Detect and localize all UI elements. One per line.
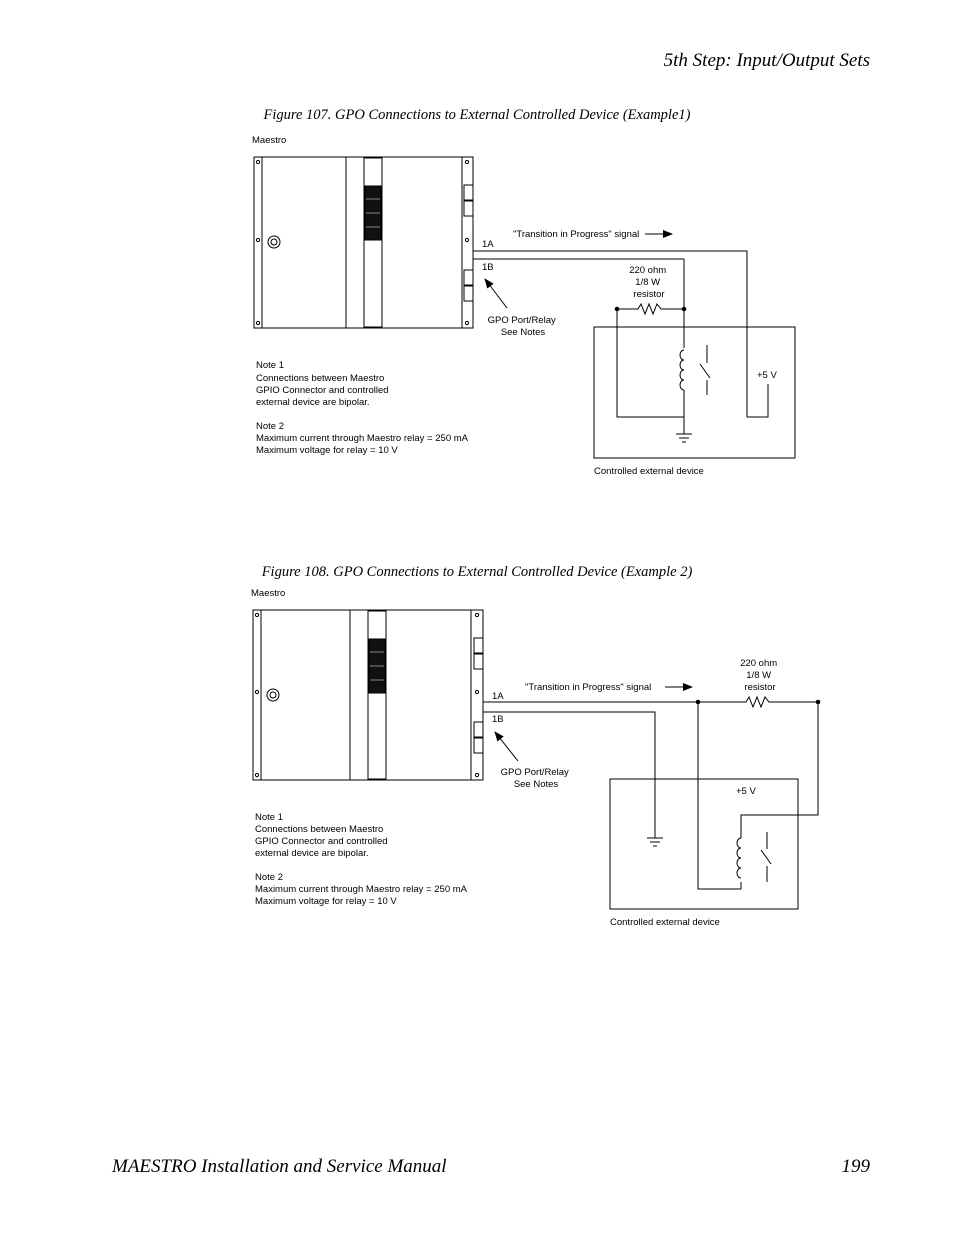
- external-device-label: Controlled external device: [594, 466, 704, 477]
- external-device-box: [594, 327, 795, 458]
- note-1: Note 1 Connections between Maestro GPIO Connector and controlled external device are bipolar.: [256, 360, 389, 408]
- figure-108-diagram: [251, 588, 820, 928]
- page-number: 199: [841, 1156, 870, 1177]
- manual-title: MAESTRO Installation and Service Manual: [112, 1156, 447, 1177]
- note-2: Note 2 Maximum current through Maestro relay = 250 mA Maximum voltage for relay = 10 V: [256, 421, 468, 456]
- supply-label: +5 V: [736, 786, 756, 797]
- note-2: Note 2 Maximum current through Maestro relay = 250 mA Maximum voltage for relay = 10 V: [255, 872, 467, 907]
- port-arrow: [485, 279, 507, 308]
- resistor-label: 220 ohm 1/8 W resistor: [740, 658, 778, 693]
- supply-label: +5 V: [757, 370, 777, 381]
- device-label: Maestro: [251, 588, 286, 599]
- pin-1b-label: 1B: [482, 262, 494, 273]
- note-1: Note 1 Connections between Maestro GPIO Connector and controlled external device are bipolar.: [255, 812, 388, 859]
- port-label: GPO Port/Relay See Notes: [500, 767, 569, 790]
- return-wire: [698, 702, 741, 889]
- resistor-label: 220 ohm 1/8 W resistor: [629, 265, 667, 300]
- resistor-symbol: [698, 697, 818, 707]
- pin-1b-label: 1B: [492, 714, 504, 725]
- figure-108-caption: Figure 108. GPO Connections to External Controlled Device (Example 2): [261, 564, 693, 580]
- relay-coil: [737, 838, 741, 878]
- relay-coil: [680, 350, 684, 390]
- pin-1a-label: 1A: [482, 239, 494, 250]
- signal-label: "Transition in Progress" signal: [525, 682, 652, 693]
- device-label: Maestro: [252, 135, 287, 146]
- pin-1a-label: 1A: [492, 691, 504, 702]
- maestro-chassis: [254, 157, 473, 328]
- resistor-return-wire: [617, 309, 684, 417]
- resistor-symbol: [617, 304, 684, 314]
- port-arrow: [495, 732, 518, 761]
- section-title: 5th Step: Input/Output Sets: [663, 50, 870, 71]
- resistor-coil-wire: [741, 702, 818, 832]
- signal-label: "Transition in Progress" signal: [513, 229, 640, 240]
- port-label: GPO Port/Relay See Notes: [487, 315, 556, 338]
- figure-107-diagram: [252, 135, 795, 477]
- maestro-chassis: [253, 610, 483, 780]
- external-device-label: Controlled external device: [610, 917, 720, 928]
- figure-107-caption: Figure 107. GPO Connections to External Controlled Device (Example1): [263, 107, 691, 123]
